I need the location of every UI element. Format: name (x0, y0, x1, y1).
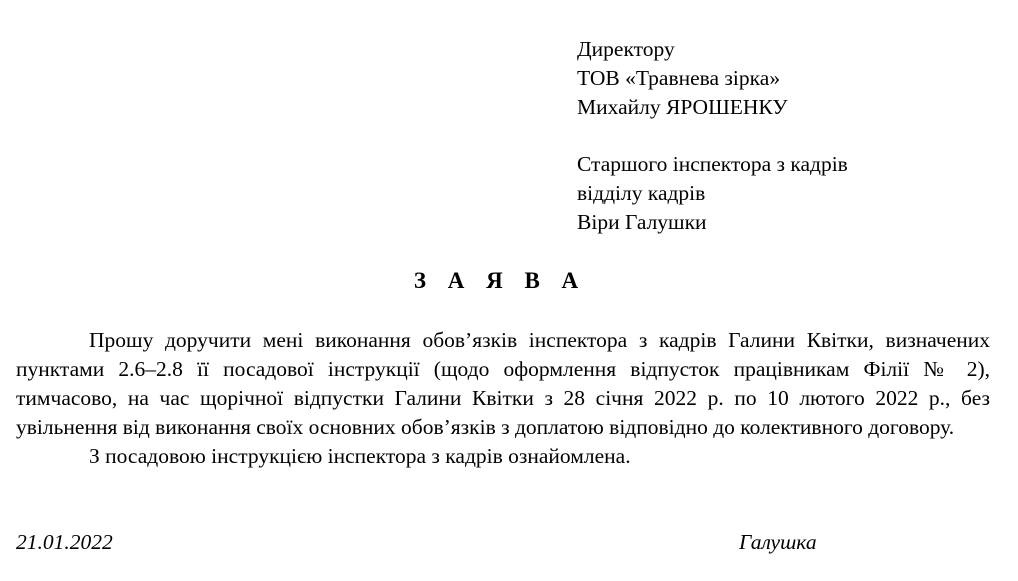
sender-name: Віри Галушки (577, 210, 707, 234)
document-body (16, 326, 990, 471)
sender-department: відділу кадрів (577, 181, 706, 205)
signature: Галушка (739, 530, 817, 554)
addressee-block (577, 35, 788, 122)
document-title: З А Я В А (413, 268, 587, 293)
document-date: 21.01.2022 (16, 530, 113, 554)
sender-block (577, 150, 848, 237)
addressee-position: Директору (577, 37, 675, 61)
body-paragraph-acknowledgement: З посадовою інструкцією інспектора з кадрів ознайомлена. (89, 444, 631, 468)
addressee-name: Михайлу ЯРОШЕНКУ (577, 95, 788, 119)
addressee-company: ТОВ «Травнева зірка» (577, 66, 781, 90)
body-paragraph-request: Прошу доручити мені виконання обов’язків інспектора з кадрів Галини Квітки, визначених пунктами 2.6–2.8 її посадової інструкції (щодо оформлення відпусток працівникам Філії № 2), тимчасово, на час щорічної відпустки Галини Квітки з 28 січня 2022 р. по 10 лютого 2022 р., без увільнення від виконання своїх основних обов’язків з доплатою відповідно до колективного договору. (16, 328, 990, 439)
sender-position: Старшого інспектора з кадрів (577, 152, 848, 176)
